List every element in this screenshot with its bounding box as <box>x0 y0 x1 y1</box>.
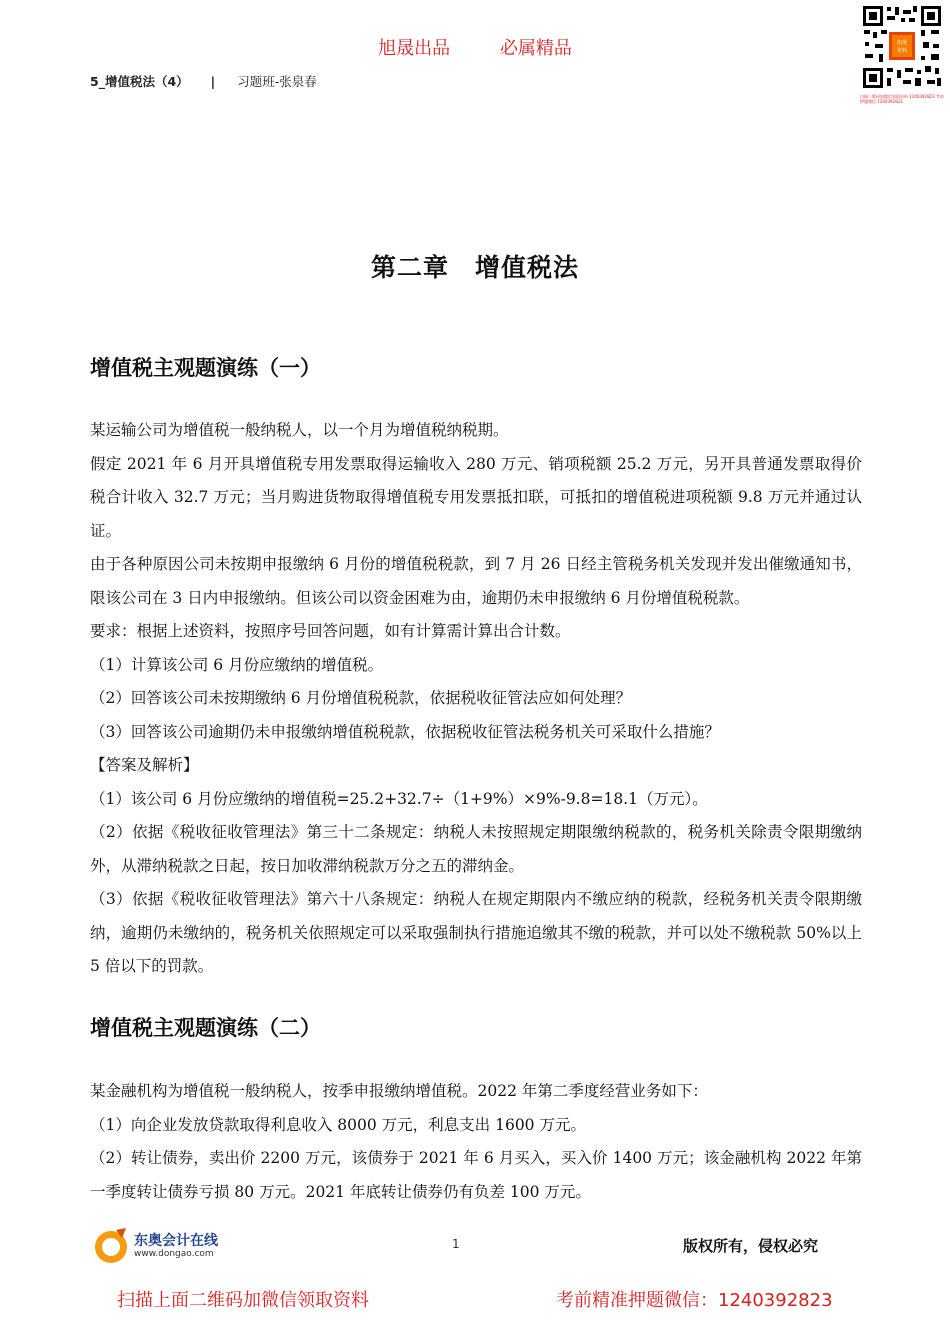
svg-text:资料: 资料 <box>896 48 908 54</box>
section2-body <box>90 1075 862 1209</box>
paragraph: 某金融机构为增值税一般纳税人，按季申报缴纳增值税。2022 年第二季度经营业务如下： <box>90 1082 708 1100</box>
running-header <box>90 72 317 90</box>
answer-3: （3）依据《税收征收管理法》第六十八条规定：纳税人在规定期限内不缴应纳的税款，经税务机关责令限期缴纳，逾期仍未缴纳的，税务机关依照规定可以采取强制执行措施追缴其不缴的税款，并可以处不缴税款 50%以上 5 倍以下的罚款。 <box>90 890 862 975</box>
banner-left: 旭晟出品 <box>378 38 451 59</box>
qr-caption: 扫描二维码加微信领取资料 1240392823 考前押题微信 1240392823 <box>860 94 944 104</box>
svg-text:旭晟: 旭晟 <box>896 40 908 46</box>
header-separator: | <box>210 74 216 89</box>
chapter-title: 第二章 增值税法 <box>370 253 579 282</box>
copyright: 版权所有，侵权必究 <box>683 1237 819 1255</box>
question-1: （1）计算该公司 6 月份应缴纳的增值税。 <box>90 655 384 674</box>
logo-url: www.dongao.com <box>134 1249 214 1259</box>
banner-right: 必属精品 <box>499 38 572 59</box>
question-3: （3）回答该公司逾期仍未申报缴纳增值税税款，依据税收征管法税务机关可采取什么措施？ <box>90 722 720 741</box>
paragraph: 假定 2021 年 6 月开具增值税专用发票取得运输收入 280 万元、销项税额 25.2 万元，另开具普通发票取得价税合计收入 32.7 万元；当月购进货物取得增值税专用发票抵扣联，可抵扣的增值税进项税额 9.8 万元并通过认证。 <box>90 454 862 540</box>
paragraph: 某运输公司为增值税一般纳税人，以一个月为增值税纳税期。 <box>90 421 509 439</box>
section1-title: 增值税主观题演练（一） <box>90 356 321 380</box>
section2-title: 增值税主观题演练（二） <box>90 1016 321 1040</box>
answer-heading: 【答案及解析】 <box>90 756 199 774</box>
section1-body <box>90 414 862 984</box>
answer-2: （2）依据《税收征收管理法》第三十二条规定：纳税人未按照规定期限缴纳税款的，税务机关除责令限期缴纳外，从滞纳税款之日起，按日加收滞纳税款万分之五的滞纳金。 <box>90 823 862 875</box>
bottom-promo-right: 考前精准押题微信：1240392823 <box>556 1290 833 1311</box>
qr-code-icon <box>861 4 943 90</box>
bottom-promo-left: 扫描上面二维码加微信领取资料 <box>117 1290 369 1311</box>
dongao-logo <box>92 1226 252 1266</box>
item-1: （1）向企业发放贷款取得利息收入 8000 万元，利息支出 1600 万元。 <box>90 1115 586 1134</box>
paragraph: 由于各种原因公司未按期申报缴纳 6 月份的增值税税款，到 7 月 26 日经主管税务机关发现并发出催缴通知书，限该公司在 3 日内申报缴纳。但该公司以资金困难为由，逾期仍未申报缴纳 6 月份增值税税款。 <box>90 555 862 607</box>
header-code: 5_增值税法（4） <box>90 74 189 89</box>
question-2: （2）回答该公司未按期缴纳 6 月份增值税税款，依据税收征管法应如何处理？ <box>90 689 632 707</box>
header-course: 习题班-张泉春 <box>237 74 317 89</box>
page-number: 1 <box>452 1237 460 1251</box>
logo-name: 东奥会计在线 <box>134 1233 218 1249</box>
top-banner <box>0 34 950 60</box>
dongao-logo-icon <box>92 1226 132 1266</box>
item-2: （2）转让债券，卖出价 2200 万元，该债券于 2021 年 6 月买入，买入价 1400 万元；该金融机构 2022 年第一季度转让债券亏损 80 万元。2021 年底转让债券仍有负差 100 万元。 <box>90 1149 862 1201</box>
paragraph: 要求：根据上述资料，按照序号回答问题，如有计算需计算出合计数。 <box>90 622 571 640</box>
answer-1: （1）该公司 6 月份应缴纳的增值税=25.2+32.7÷（1+9%）×9%-9.8=18.1（万元）。 <box>90 789 708 808</box>
